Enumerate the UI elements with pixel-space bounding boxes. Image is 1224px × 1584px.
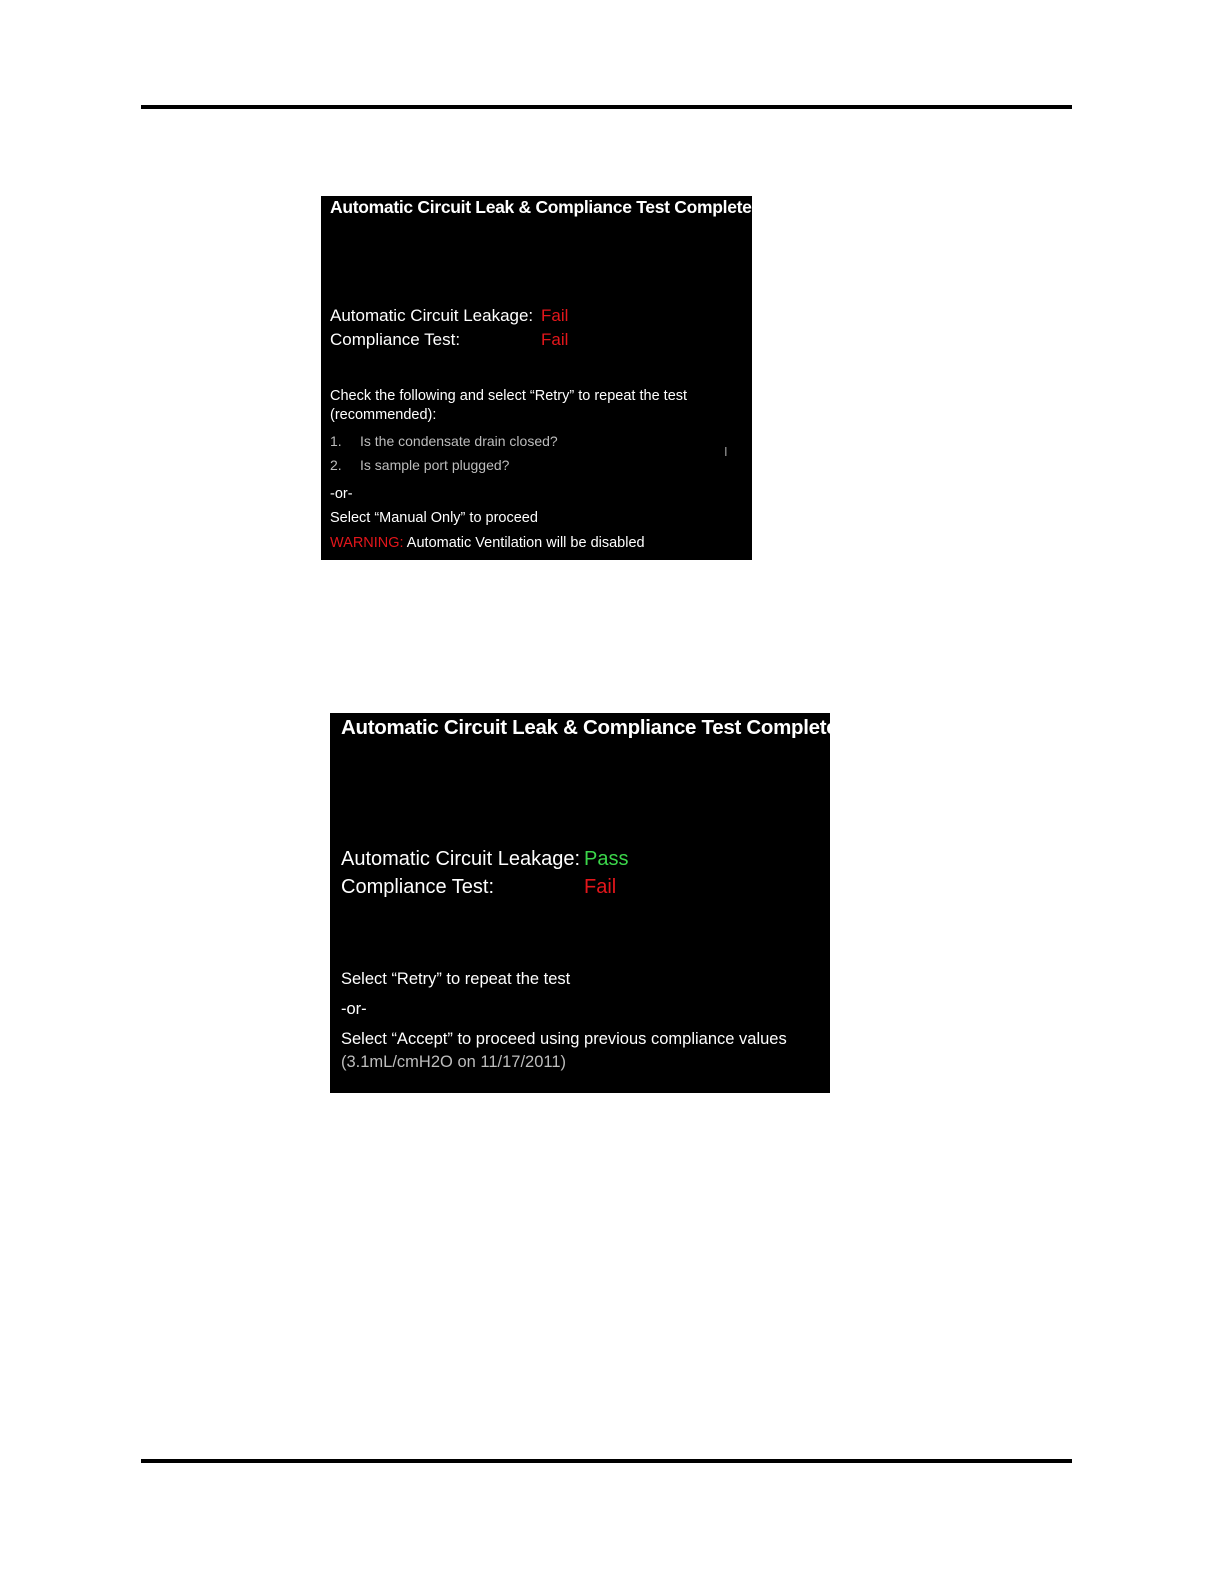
- screen-title: Automatic Circuit Leak & Compliance Test Complete: [341, 716, 838, 739]
- instruction-text: Check the following and select “Retry” to repeat the test: [330, 388, 688, 404]
- compliance-label: Compliance Test:: [330, 330, 461, 349]
- checklist-item: Is the condensate drain closed?: [360, 433, 558, 449]
- header-rule: [141, 105, 1072, 109]
- warning-label: WARNING:: [330, 535, 404, 551]
- leakage-label: Automatic Circuit Leakage:: [330, 306, 534, 325]
- warning-line: [330, 535, 645, 551]
- compliance-result: Fail: [541, 330, 569, 349]
- checklist-number: 1.: [330, 433, 342, 449]
- leakage-result: Fail: [541, 306, 569, 325]
- compliance-label: Compliance Test:: [341, 876, 495, 898]
- leakage-label: Automatic Circuit Leakage:: [341, 848, 581, 870]
- compliance-result: Fail: [584, 876, 617, 898]
- checklist-number: 2.: [330, 457, 342, 473]
- retry-text: Select “Retry” to repeat the test: [341, 970, 571, 988]
- manual-only-text: Select “Manual Only” to proceed: [330, 510, 538, 526]
- checklist-item: Is sample port plugged?: [360, 457, 510, 473]
- accept-text: Select “Accept” to proceed using previous compliance values: [341, 1030, 787, 1048]
- or-separator: -or-: [330, 486, 353, 502]
- footer-rule: [141, 1459, 1072, 1463]
- screen-title: Automatic Circuit Leak & Compliance Test Complete: [330, 197, 752, 217]
- test-result-screen-fail: [321, 196, 752, 560]
- text-cursor-icon: I: [724, 444, 728, 459]
- leakage-result: Pass: [584, 848, 629, 870]
- or-separator: -or-: [341, 1000, 367, 1018]
- instruction-text-cont: (recommended):: [330, 407, 437, 423]
- test-result-screen-partial: [330, 713, 838, 1093]
- warning-text: Automatic Ventilation will be disabled: [403, 535, 645, 551]
- previous-compliance-values: (3.1mL/cmH2O on 11/17/2011): [341, 1053, 567, 1071]
